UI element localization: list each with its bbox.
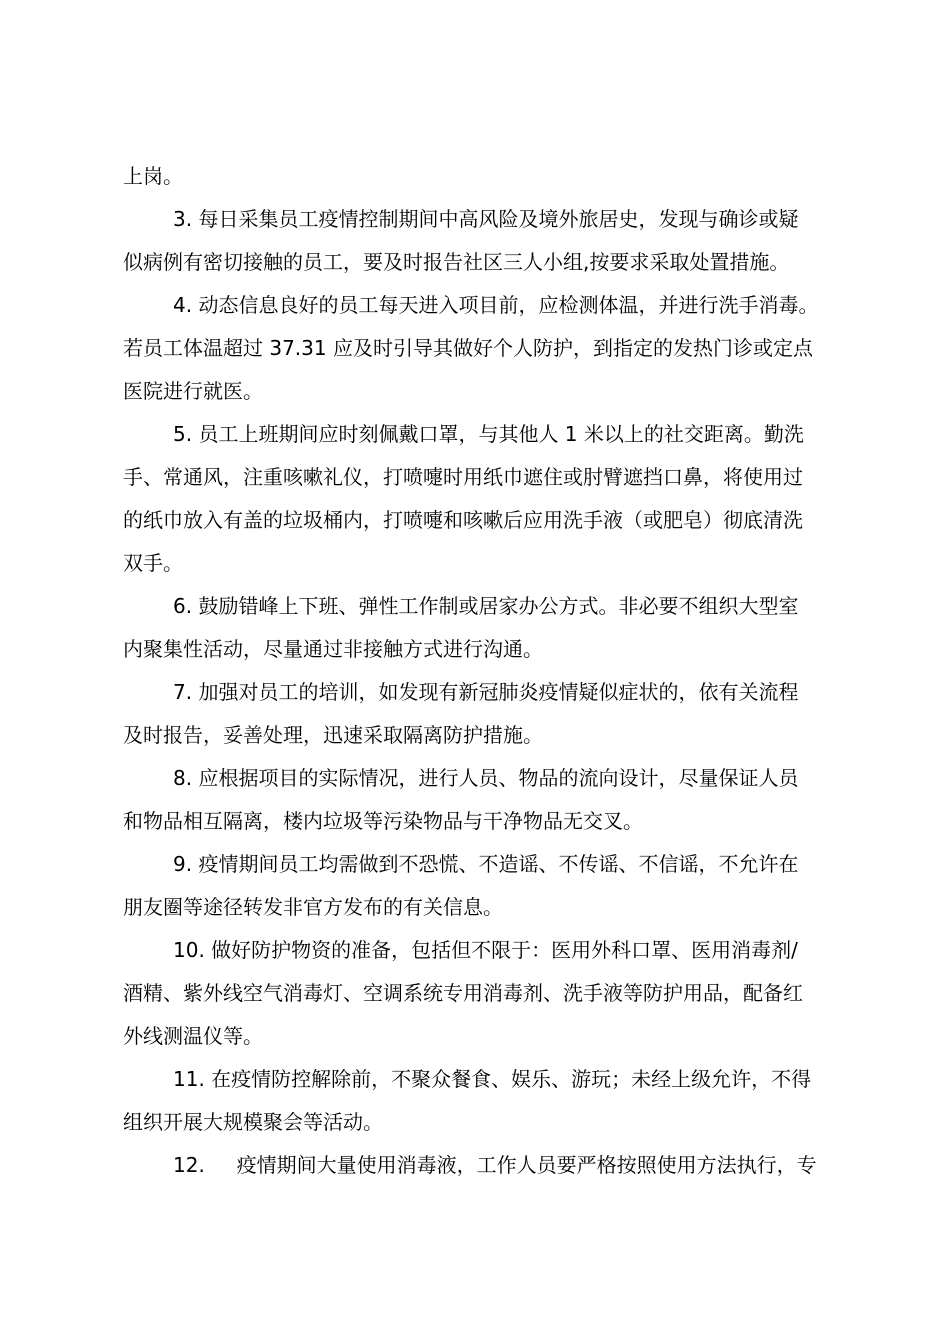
- text-line: 朋友圈等途径转发非官方发布的有关信息。: [123, 895, 503, 919]
- text-line: 的纸巾放入有盖的垃圾桶内，打喷嚏和咳嗽后应用洗手液（或肥皂）彻底清洗: [123, 508, 803, 532]
- text-line: 5. 员工上班期间应时刻佩戴口罩，与其他人 1 米以上的社交距离。勤洗: [173, 422, 804, 446]
- text-line: 酒精、紫外线空气消毒灯、空调系统专用消毒剂、洗手液等防护用品，配备红: [123, 981, 803, 1005]
- text-line: 7. 加强对员工的培训，如发现有新冠肺炎疫情疑似症状的，依有关流程: [173, 680, 799, 704]
- text-line: 外线测温仪等。: [123, 1024, 263, 1048]
- text-line: 6. 鼓励错峰上下班、弹性工作制或居家办公方式。非必要不组织大型室: [173, 594, 799, 618]
- text-line: 3. 每日采集员工疫情控制期间中高风险及境外旅居史，发现与确诊或疑: [173, 207, 799, 231]
- text-line: 医院进行就医。: [123, 379, 263, 403]
- text-line: 12. 疫情期间大量使用消毒液，工作人员要严格按照使用方法执行，专: [173, 1153, 817, 1177]
- text-line: 10. 做好防护物资的准备，包括但不限于：医用外科口罩、医用消毒剂/: [173, 938, 798, 962]
- text-line: 若员工体温超过 37.31 应及时引导其做好个人防护，到指定的发热门诊或定点: [123, 336, 813, 360]
- text-line: 双手。: [123, 551, 183, 575]
- text-line: 4. 动态信息良好的员工每天进入项目前，应检测体温，并进行洗手消毒。: [173, 293, 819, 317]
- text-line: 似病例有密切接触的员工，要及时报告社区三人小组,按要求采取处置措施。: [123, 250, 790, 274]
- text-line: 组织开展大规模聚会等活动。: [123, 1110, 383, 1134]
- text-line: 上岗。: [123, 164, 183, 188]
- text-line: 8. 应根据项目的实际情况，进行人员、物品的流向设计，尽量保证人员: [173, 766, 799, 790]
- text-line: 内聚集性活动，尽量通过非接触方式进行沟通。: [123, 637, 543, 661]
- text-line: 11. 在疫情防控解除前，不聚众餐食、娱乐、游玩；未经上级允许，不得: [173, 1067, 812, 1091]
- text-line: 和物品相互隔离，楼内垃圾等污染物品与干净物品无交叉。: [123, 809, 643, 833]
- text-line: 9. 疫情期间员工均需做到不恐慌、不造谣、不传谣、不信谣，不允许在: [173, 852, 799, 876]
- text-line: 及时报告，妥善处理，迅速采取隔离防护措施。: [123, 723, 543, 747]
- text-line: 手、常通风，注重咳嗽礼仪，打喷嚏时用纸巾遮住或肘臂遮挡口鼻，将使用过: [123, 465, 803, 489]
